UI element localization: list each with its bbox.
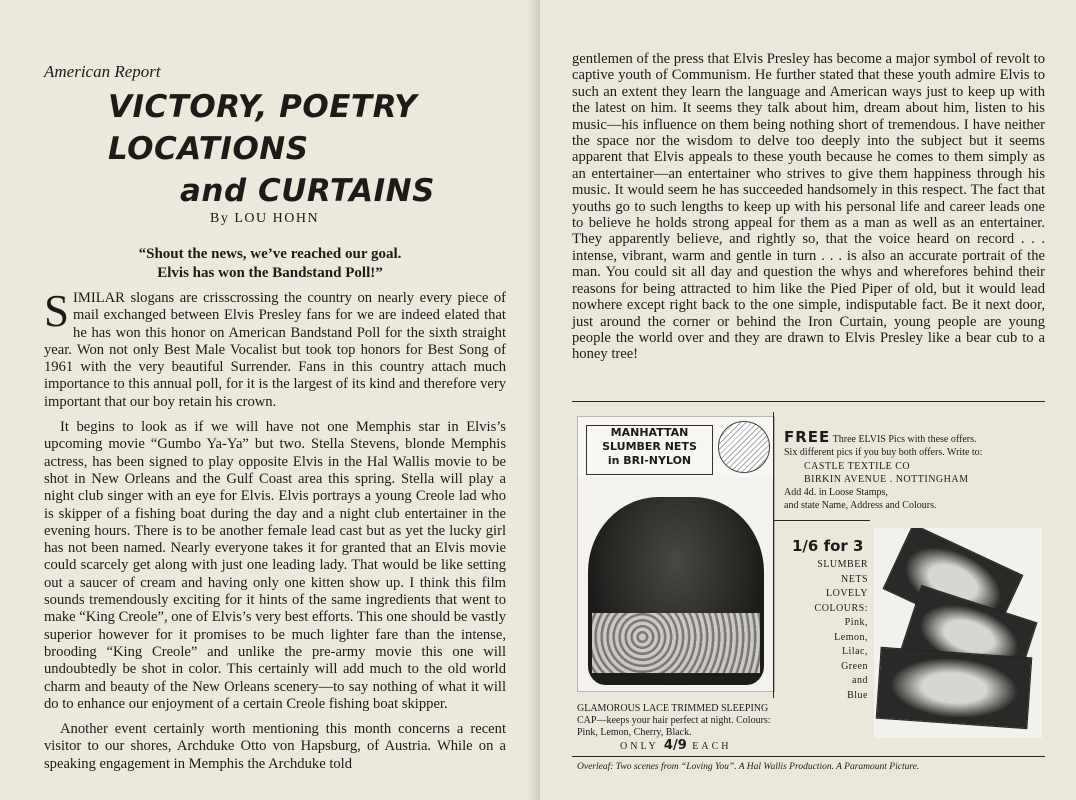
colour-line: LOVELY	[826, 588, 868, 599]
postage-line-1: Add 4d. in Loose Stamps,	[784, 487, 888, 498]
postage-line-2: and state Name, Address and Colours.	[784, 499, 937, 511]
cap-price-value: 4/9	[663, 738, 687, 753]
brand-box	[586, 425, 713, 475]
sleeping-cap-photo	[577, 416, 775, 692]
colour-line: COLOURS:	[814, 602, 868, 614]
ad-divider	[773, 412, 774, 698]
paragraph-1-text: IMILAR slogans are crisscrossing the country on nearly every piece of mail exchanged between Elvis Presley fans for we are indeed elated that he has won this honor on American Bandstand Poll for the sixth straight year. Won not only Best Male Vocalist but took top honors for Best Song of 1961 with the very beautiful Surrender. Fans in this country attach much importance to this annual poll, for it is the largest of its kind and therefore very important that our boy retain his crown.	[44, 290, 506, 410]
paragraph-2: It begins to look as if we will have not one Memphis star in Elvis’s upcoming movie “Gumbo Ya-Ya” but two. Stella Stevens, blonde Memphis actress, has been signed to play opposite Elvis in the Hal Wallis movie to be shot in New Orleans and the Gulf Coast area this spring. Stella will play a night club singer with an eye for Elvis. Elvis portrays a young Creole lad who is skipper of a fishing boat during the day and a night club entertainer in the evening hours. There is to be another female lead cast but as yet the lucky girl has not been named. Nearly everyone takes it for granted that an Elvis movie could scarcely get along with just one leading lady. That would be like setting out a saucer of cream and having only one kitten show up. I think this film sounds tremendously exciting for it hints of the same ingredients that went to make “King Creole”, one of Elvis’s very best efforts. This one should be vastly superior however for it promises to be much lighter fare than the intense, brooding “King Creole” and unlike the pre-army movie this one will undoubtedly be shot in color. This certainly will add much to the old world charm and beauty of the New Orleans scenery—to say nothing of what it will do to enhance our enjoyment of a certain Creole fishing boat skipper.	[44, 419, 506, 712]
six-pics-note: Six different pics if you buy both offers. Write to:	[784, 447, 983, 458]
colour-line: Pink,	[844, 617, 868, 628]
lace-trim-image	[592, 613, 760, 673]
article-body-left	[44, 286, 506, 781]
price-rule	[774, 520, 870, 521]
brand-product: SLUMBER NETS	[602, 440, 697, 453]
each-word: EACH	[692, 741, 732, 752]
section-kicker: American Report	[44, 62, 161, 81]
colour-line: NETS	[841, 573, 868, 585]
mail-address	[804, 460, 968, 486]
colour-line: Lilac,	[841, 646, 868, 657]
package-label	[578, 417, 774, 477]
headline-line-1: VICTORY, POETRY	[108, 89, 418, 125]
lead-quote-line-2: Elvis has won the Bandstand Poll!”	[157, 265, 383, 281]
drop-cap: S	[44, 286, 70, 336]
slumber-nets-photo	[874, 528, 1042, 738]
net-price: 1/6 for 3	[792, 537, 864, 555]
free-offer	[784, 428, 977, 446]
colour-line: and	[852, 675, 868, 686]
paragraph-3: Another event certainly worth mentioning this month concerns a recent visitor to our shores, Archduke Otto von Hapsburg, of Austria. While on a speaking engagement in Memphis the Archduke told	[44, 721, 506, 772]
colour-line: Blue	[847, 689, 868, 701]
overleaf-note: Overleaf: Two scenes from “Loving You”. A Hal Wallis Production. A Paramount Picture.	[577, 762, 920, 772]
brand-name: MANHATTAN	[610, 426, 689, 439]
address-line-2: BIRKIN AVENUE . NOTTINGHAM	[804, 474, 969, 485]
free-offer-text: Three ELVIS Pics with these offers.	[832, 434, 977, 445]
address-line-1: CASTLE TEXTILE CO	[804, 461, 911, 472]
paragraph-1	[44, 286, 506, 411]
net-image	[876, 647, 1033, 729]
postage-note	[784, 487, 936, 512]
cap-caption: GLAMOROUS LACE TRIMMED SLEEPING CAP—keeps your hair perfect at night. Colours: Pink, Lemon, Cherry, Black.	[577, 703, 771, 738]
cap-price	[620, 738, 731, 753]
byline: By LOU HOHN	[210, 211, 320, 226]
colour-line: Green	[841, 660, 868, 672]
ad-bottom-rule	[572, 756, 1045, 757]
lead-quote	[40, 245, 500, 283]
brand-material: in BRI-NYLON	[607, 454, 692, 467]
left-page	[0, 0, 536, 800]
headline-line-2: LOCATIONS	[108, 131, 309, 167]
headline-line-3: and CURTAINS	[180, 173, 435, 209]
free-word: FREE	[784, 428, 831, 446]
head-sketch-icon	[718, 421, 770, 473]
ad-top-rule	[572, 401, 1045, 402]
article-body-right: gentlemen of the press that Elvis Presley has become a major symbol of revolt to captive youth of Communism. He further stated that these youth admire Elvis to such an extent they learn the language and American ways just to keep up with the latest on him. It seems they talk about him, dream about him, listen to his music—his influence on them being nothing short of tremendous. I have neither the space nor the wisdom to delve too deeply into the subject but it seems apparent that Elvis appeals to these youth because he comes to them simply as an entertainer—an entertainer who strives to give them happiness through his music. It would seem he has succeeded handsomely in this respect. The fact that youths go to such lengths to keep up with his personal life and career leads one to believe he holds strong appeal for them as a man as well as an entertainer. They apparently believe, and rightly so, that the voice heard on record . . . intense, vibrant, warm and gentle in turn . . . is also an accurate portrait of the man. You could sit all day and question the whys and wherefores behind their reasons for being attracted to him like the Pied Piper of old, but it would lead nowhere except right back to the one simple, indisputable fact. Be it next door, just around the corner or behind the Iron Curtain, young people are young people the world over and they are drawn to Elvis Presley like a bear cub to a honey tree!	[572, 51, 1045, 363]
article-headline	[108, 86, 438, 212]
only-word: ONLY	[620, 741, 659, 752]
right-page	[540, 0, 1076, 800]
colour-line: SLUMBER	[817, 559, 868, 570]
colour-list	[784, 558, 868, 703]
lead-quote-line-1: “Shout the news, we’ve reached our goal.	[138, 246, 402, 262]
colour-line: Lemon,	[834, 631, 868, 643]
